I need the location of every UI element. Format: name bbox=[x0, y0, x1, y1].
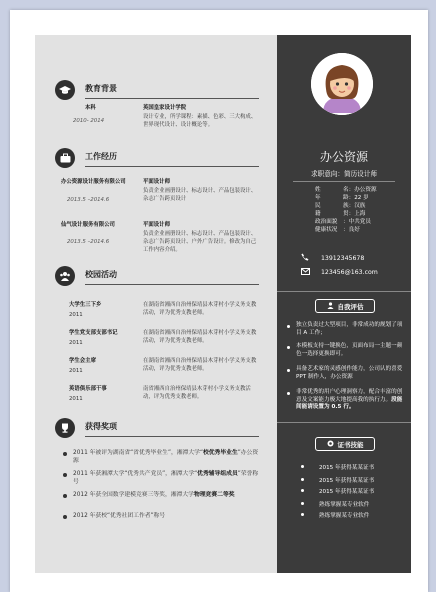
divider bbox=[277, 291, 411, 292]
job-role: 平面设计师 bbox=[143, 179, 170, 185]
self-eval-item: 非常优秀的用户心理洞察力，配合丰富的创意及文案能力极大地提高我的执行力。段能间能请设置为 0.5 行。 bbox=[287, 389, 405, 412]
trophy-icon bbox=[55, 418, 75, 438]
briefcase-icon bbox=[55, 148, 75, 168]
left-column bbox=[35, 35, 277, 573]
company-name: 仙气设计服务有限公司 bbox=[61, 222, 115, 228]
divider bbox=[293, 181, 395, 182]
campus-role: 学生党支部支部书记 bbox=[69, 330, 118, 336]
job-desc: 负责企业画册设计、标志设计、产品包装设计、杂志广告跨页设计 bbox=[143, 188, 257, 202]
campus-desc: 在湖南省湘西自治州保靖县木芽村小学义务支教活动，评为优秀支教老师。 bbox=[143, 302, 257, 316]
campus-desc: 南省湘西自治州保靖县木芽村小学义务支教活动，评为优秀支教老师。 bbox=[143, 386, 251, 400]
cert-item: 2015 年获得某某证书 bbox=[301, 476, 374, 484]
work-period: 2013.5 –2014.6 bbox=[67, 239, 110, 245]
job-intent: 求职意向：简历设计师 bbox=[311, 170, 377, 178]
self-eval-item: 独立负责过大型项目，非常成功的规划了项目 A 工作； bbox=[287, 322, 405, 337]
company-name: 办公资源设计服务有限公司 bbox=[61, 179, 126, 185]
self-eval-item: 具备艺术家的灵感创作能力，公司认的喜爱 PPT 制作人，办公资源 bbox=[287, 366, 405, 381]
bullet-icon bbox=[63, 494, 67, 498]
bullet-icon bbox=[301, 465, 304, 468]
bullet-icon bbox=[287, 325, 290, 328]
bullet-icon bbox=[63, 515, 67, 519]
degree-label: 本科 bbox=[85, 105, 96, 111]
bullet-icon bbox=[287, 346, 290, 349]
award-item: 2012 年获全国数学建模竞赛三等奖，湘潭大学物理竞赛二等奖 bbox=[73, 491, 259, 499]
divider bbox=[277, 422, 411, 423]
email-row bbox=[301, 268, 378, 277]
awards-title: 获得奖项 bbox=[85, 422, 117, 431]
campus-section bbox=[51, 266, 259, 402]
section-divider bbox=[85, 98, 259, 99]
campus-role: 英语俱乐部干事 bbox=[69, 386, 107, 392]
campus-year: 2011 bbox=[69, 368, 83, 374]
email-address: 123456@163.com bbox=[321, 269, 378, 276]
cert-item: 熟练掌握某专业软件 bbox=[301, 500, 369, 508]
cert-item: 2015 年获得某某证书 bbox=[301, 463, 374, 471]
self-eval-item: 本模板支持一键换色，页面布局一主题一颜色一选择更换即可。 bbox=[287, 343, 405, 358]
phone-number: 13912345678 bbox=[321, 254, 365, 262]
phone-row bbox=[301, 253, 364, 263]
campus-role: 学生会主席 bbox=[69, 358, 96, 364]
bullet-icon bbox=[287, 392, 290, 395]
campus-desc: 在湖南省湘西自治州保靖县木芽村小学义务支教活动，评为优秀支教老师。 bbox=[143, 330, 257, 344]
badge-icon bbox=[327, 440, 334, 449]
work-title: 工作经历 bbox=[85, 152, 117, 161]
bullet-icon bbox=[301, 513, 304, 516]
work-period: 2013.5 –2014.6 bbox=[67, 197, 110, 203]
phone-icon bbox=[301, 253, 309, 263]
award-item: 2011 年获湘潭大学“优秀共产党员”，湘潭大学“优秀辅导组成员”荣誉称号 bbox=[73, 470, 259, 486]
campus-desc: 在湖南省湘西自治州保靖县木芽村小学义务支教活动，评为优秀支教老师。 bbox=[143, 358, 257, 372]
section-divider bbox=[85, 166, 259, 167]
education-title: 教育背景 bbox=[85, 84, 117, 93]
bullet-icon bbox=[63, 452, 67, 456]
avatar bbox=[311, 53, 373, 115]
bullet-icon bbox=[301, 502, 304, 505]
campus-role: 大学生三下乡 bbox=[69, 302, 102, 308]
person-icon bbox=[327, 302, 334, 311]
section-divider bbox=[85, 284, 259, 285]
bullet-icon bbox=[63, 473, 67, 477]
job-role: 平面设计师 bbox=[143, 222, 170, 228]
campus-year: 2011 bbox=[69, 312, 83, 318]
email-icon bbox=[301, 268, 310, 277]
self-eval-badge: 自我评估 bbox=[315, 299, 375, 313]
school-name: 英国皇家设计学院 bbox=[143, 105, 187, 111]
graduation-cap-icon bbox=[55, 80, 75, 100]
education-period: 2010- 2014 bbox=[73, 118, 105, 124]
awards-section bbox=[51, 418, 259, 519]
candidate-name: 办公资源 bbox=[319, 150, 368, 164]
bullet-icon bbox=[301, 478, 304, 481]
bullet-icon bbox=[287, 369, 290, 372]
group-icon bbox=[55, 266, 75, 286]
campus-year: 2011 bbox=[69, 396, 83, 402]
bullet-icon bbox=[301, 489, 304, 492]
award-item: 2012 年获校“优秀社团工作者”称号 bbox=[73, 512, 259, 520]
education-desc: 设计专业，所学课程：素描、色彩、三大构成、世界现代设计、设计概论等。 bbox=[143, 114, 257, 128]
work-section bbox=[51, 148, 259, 253]
job-desc: 负责企业画册设计、标志设计、产品包装设计、杂志广告跨页设计、户外广告设计。修改为自己工作内容介绍。 bbox=[143, 231, 257, 253]
campus-title: 校园活动 bbox=[85, 270, 117, 279]
cert-item: 2015 年获得某某证书 bbox=[301, 487, 374, 495]
campus-year: 2011 bbox=[69, 340, 83, 346]
section-divider bbox=[85, 436, 259, 437]
certs-badge: 证书技能 bbox=[315, 437, 375, 451]
award-item: 2011 年被评为湖南省“省优秀毕业生”，湘潭大学“校优秀毕业生”办公资源 bbox=[73, 449, 259, 465]
education-section bbox=[51, 80, 259, 128]
cert-item: 熟练掌握某专业软件 bbox=[301, 511, 369, 519]
right-column: 办公资源 求职意向：简历设计师 姓 名：办公资源 年 龄：22 岁 民 族：汉族 籍 贯：上海 政治面貌 ：中共党员 健康状况 ：良好 13912345678 123456@163.com 自我评估 独立负责过大型项目，非常成功的规划了项目 A 工作； 本模板支持一键换色，页面布局一主题一颜色一选择更换即可。 具备艺术家的灵感创作能力，公司认的喜爱 PPT 制作人，办公资源 非常优秀的用户心理洞察力，配合丰富的创意及文案能力极大地提高我的执行力。段能间能请设置为 0.5 行。 证书技能 2015 年获得某某证书 2015 年获得某某证书 2015 年获得某某证书 熟练掌握某专业软件 熟练掌握某专业软件 bbox=[277, 35, 411, 573]
